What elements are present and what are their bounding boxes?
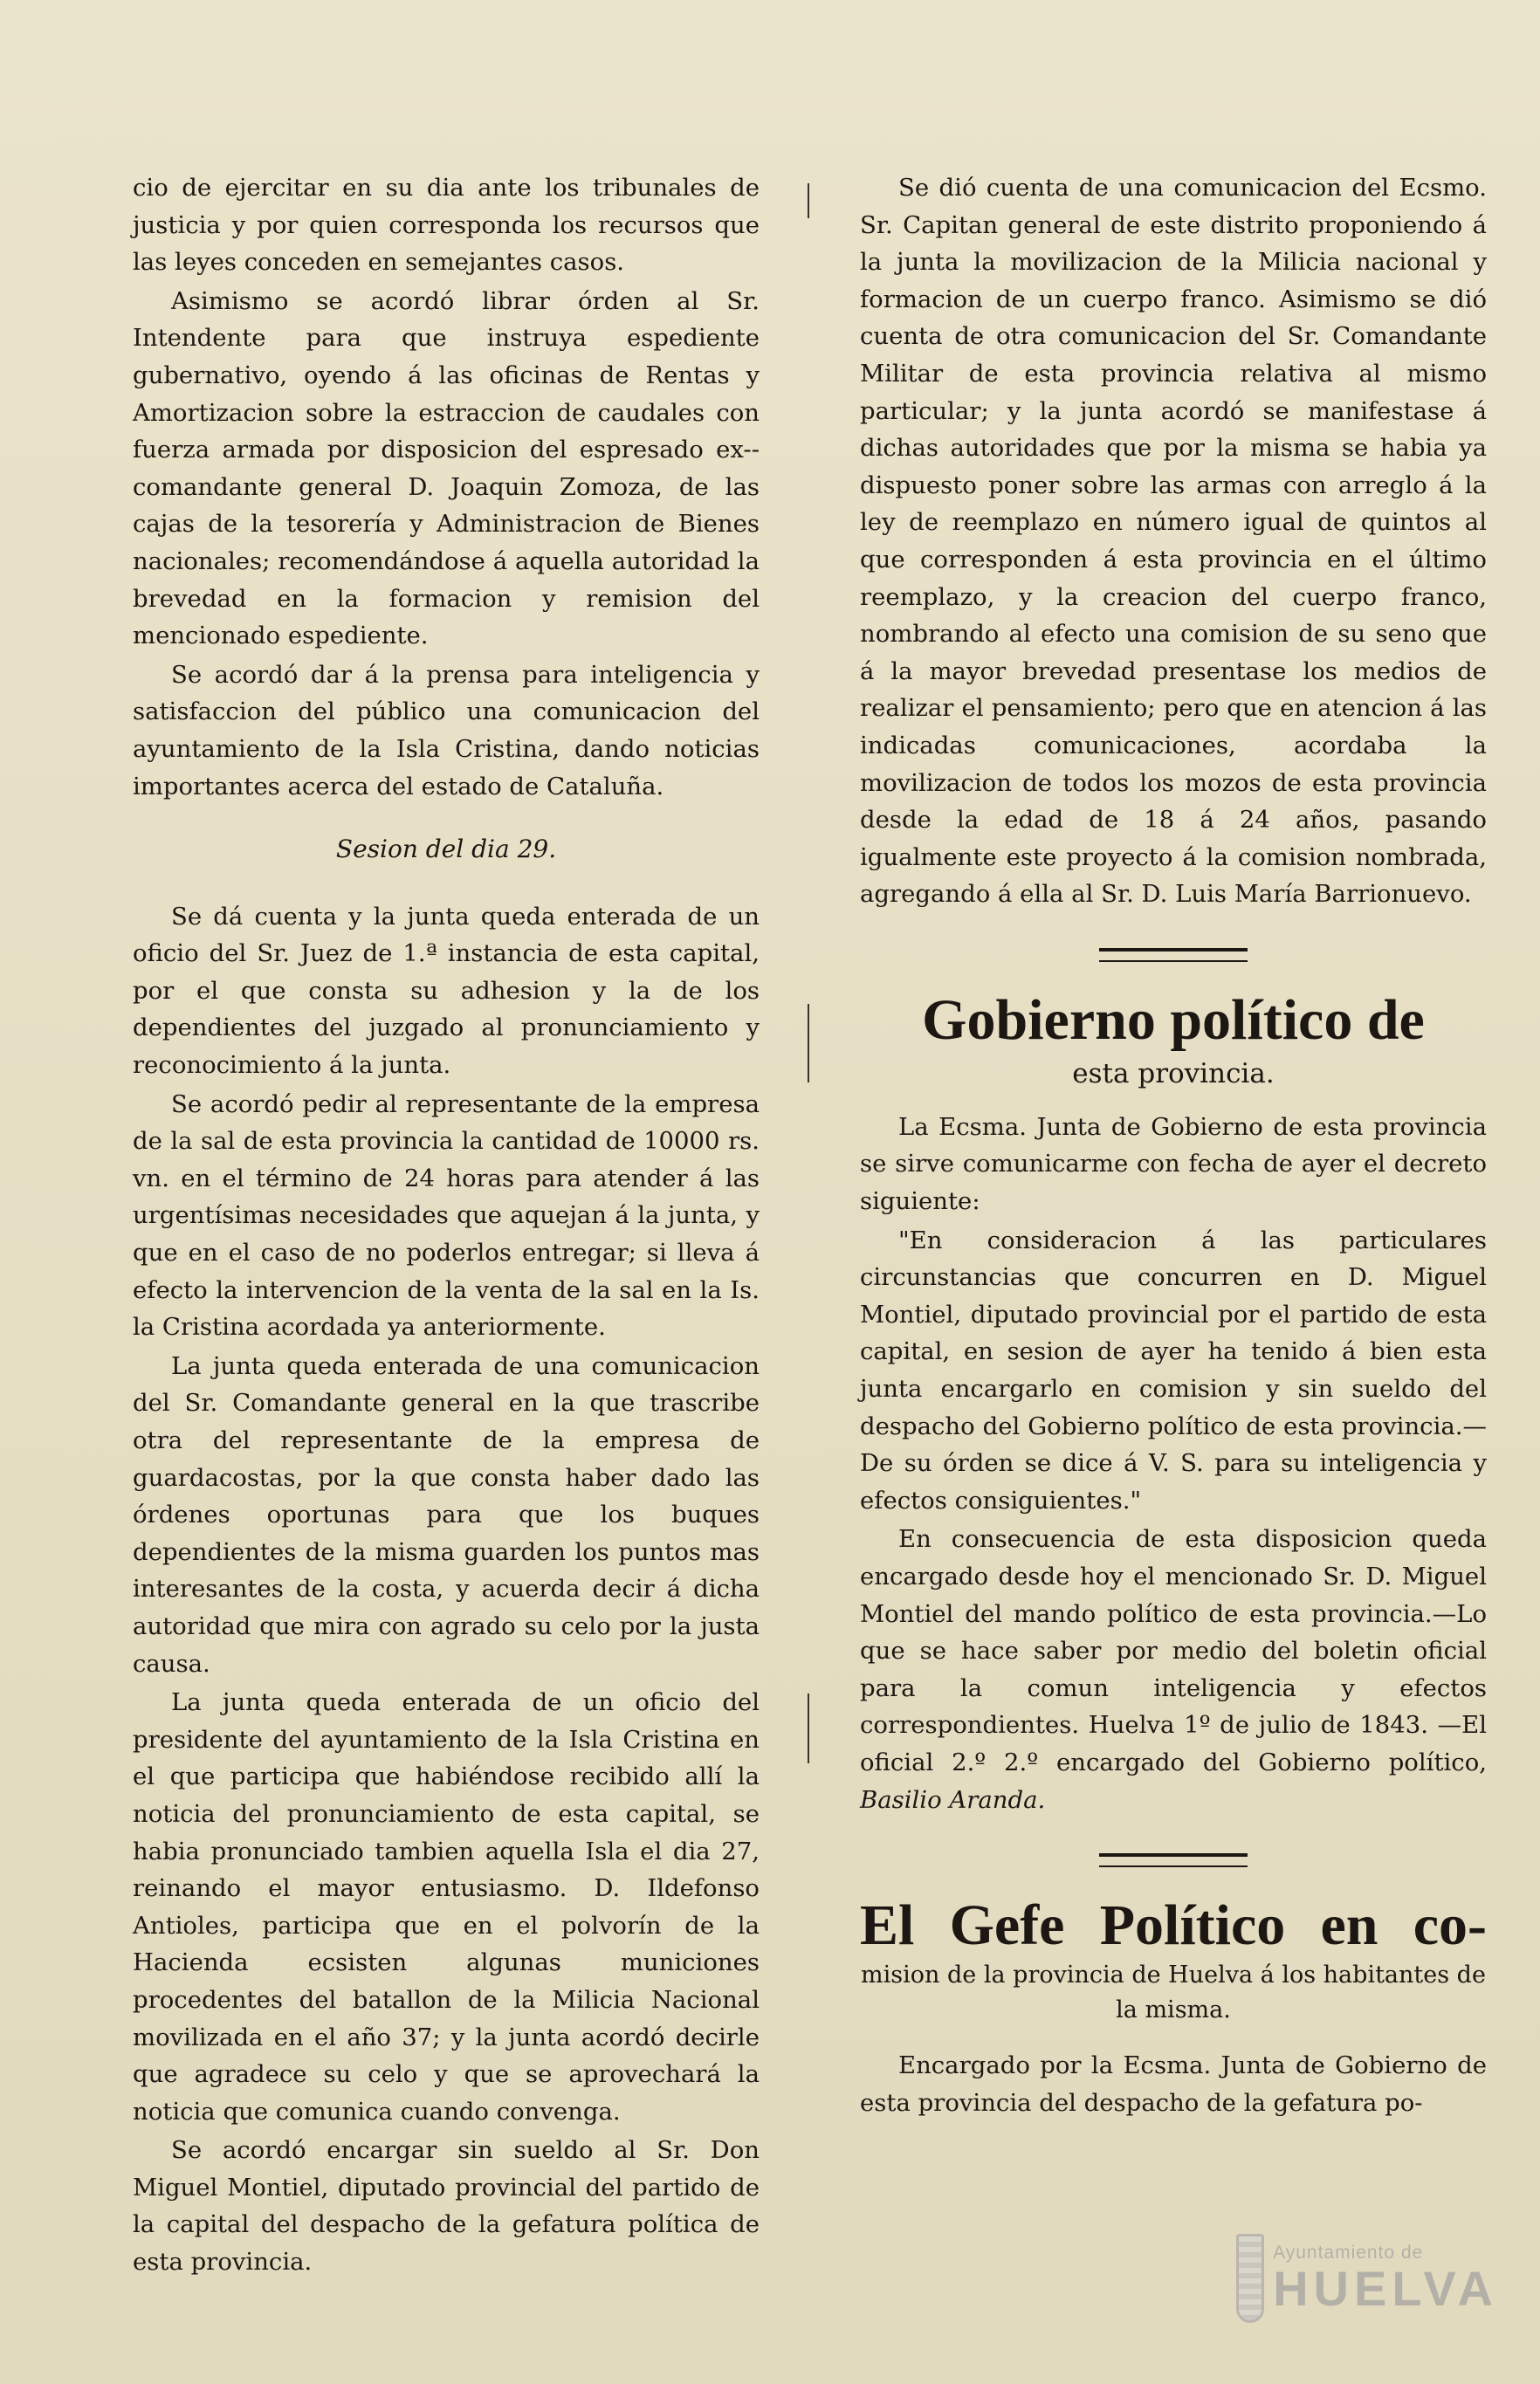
watermark-text xyxy=(1273,2243,1498,2314)
paragraph: La junta queda enterada de una comunicacion del Sr. Comandante general en la que trascribe otra del representante de la empresa de guardacostas, por la que consta haber dado las órdenes oportunas para que los buques dependientes de la misma guarden los puntos mas interesantes de la costa, y acuerda decir á dicha autoridad que mira con agrado su celo por la justa causa. xyxy=(133,1351,760,1678)
paragraph: La junta queda enterada de un oficio del presidente del ayuntamiento de la Isla Cristina en el que participa que habiéndose recibido allí la noticia del pronunciamiento de esta capital, se habia pronunciado tambien aquella Isla el dia 27, reinando el mayor entusiasmo. D. Ildefonso Antioles, participa que en el polvorín de la Hacienda ecsisten algunas municiones procedentes del batallon de la Milicia Nacional movilizada en el año 37; y la junta acordó decirle que agradece su celo y que se aprovechará la noticia que comunica cuando convenga. xyxy=(133,1688,760,2126)
section-subtitle: esta provincia. xyxy=(1072,1057,1275,1089)
section-divider xyxy=(1099,948,1248,962)
paragraph: La Ecsma. Junta de Gobierno de esta provincia se sirve comunicarme con fecha de ayer el decreto siguiente: xyxy=(860,1112,1487,1216)
paragraph: Se acordó dar á la prensa para inteligencia y satisfaccion del público una comunicacion del ayuntamiento de la Isla Cristina, dando noticias importantes acerca del estado de Cataluña. xyxy=(133,660,760,800)
paragraph: cio de ejercitar en su dia ante los tribunales de justicia y por quien corresponda los recursos que las leyes conceden en semejantes casos. xyxy=(133,174,760,277)
watermark-small: Ayuntamiento de xyxy=(1273,2243,1424,2263)
section-subtitle: mision de la provincia de Huelva á los habitantes de la misma. xyxy=(861,1961,1486,2024)
session-title: Sesion del dia 29. xyxy=(335,835,557,864)
paragraph xyxy=(860,1521,1487,1818)
paragraph-text: En consecuencia de esta disposicion queda encargado desde hoy el mencionado Sr. D. Miguel Montiel del mando político de esta provincia.—Lo que se hace saber por medio del boletin oficial para la comun inteligencia y efectos correspondientes. Huelva 1º de julio de 1843. —El oficial 2.º 2.º encargado del Gobierno político, xyxy=(860,1525,1487,1776)
coat-of-arms-icon xyxy=(1236,2234,1264,2323)
signature: Basilio Aranda. xyxy=(860,1785,1046,1814)
column-divider xyxy=(808,1004,809,1082)
column-divider xyxy=(808,1694,809,1763)
paragraph: Encargado por la Ecsma. Junta de Gobierno de esta provincia del despacho de la gefatura po- xyxy=(860,2051,1487,2117)
paragraph: Se dá cuenta y la junta queda enterada de un oficio del Sr. Juez de 1.ª instancia de esta capital, por el que consta su adhesion y la de los dependientes del juzgado al pronunciamiento y reconocimiento á la junta. xyxy=(133,902,760,1080)
column-divider xyxy=(808,183,809,218)
paragraph: Se dió cuenta de una comunicacion del Ecsmo. Sr. Capitan general de este distrito proponiendo á la junta la movilizacion de la Milicia nacional y formacion de un cuerpo franco. Asimismo se dió cuenta de otra comunicacion del Sr. Comandante Militar de esta provincia relativa al mismo particular; y la junta acordó se manifestase á dichas autoridades que por la misma se habia ya dispuesto poner sobre las armas con arreglo á la ley de reemplazo en número igual de quintos al que corresponden á esta provincia en el último reemplazo, y la creacion del cuerpo franco, nombrando al efecto una comision de su seno que á la mayor brevedad presentase los medios de realizar el pensamiento; pero que en atencion á las indicadas comunicaciones, acordaba la movilizacion de todos los mozos de esta provincia desde la edad de 18 á 24 años, pasando igualmente este proyecto á la comision nombrada, agregando á ella al Sr. D. Luis María Barrionuevo. xyxy=(860,174,1487,909)
section-title: Gobierno político de xyxy=(922,987,1425,1052)
paragraph: Se acordó pedir al representante de la empresa de la sal de esta provincia la cantidad de 10000 rs. vn. en el término de 24 horas para atender á las urgentísimas necesidades que aquejan á la junta, y que en el caso de no poderlos entregar; si lleva á efecto la intervencion de la venta de la sal en la Is. la Cristina acordada ya anteriormente. xyxy=(133,1089,760,1342)
watermark-big: HUELVA xyxy=(1273,2261,1498,2316)
right-column xyxy=(860,169,1487,2121)
section-divider xyxy=(1099,1853,1248,1867)
section-title: El Gefe Político en co- xyxy=(860,1893,1487,1958)
left-column xyxy=(133,169,760,2281)
paragraph: Asimismo se acordó librar órden al Sr. Intendente para que instruya espediente gubernativo, oyendo á las oficinas de Rentas y Amortizacion sobre la estraccion de caudales con fuerza armada por disposicion del espresado ex--comandante general D. Joaquin Zomoza, de las cajas de la tesorería y Administracion de Bienes nacionales; recomendándose á aquella autoridad la brevedad en la formacion y remision del mencionado espediente. xyxy=(133,286,760,650)
paragraph: Se acordó encargar sin sueldo al Sr. Don Miguel Montiel, diputado provincial del partido de la capital del despacho de la gefatura política de esta provincia. xyxy=(133,2136,760,2277)
archive-watermark xyxy=(1236,2204,1498,2353)
paragraph: "En consideracion á las particulares circunstancias que concurren en D. Miguel Montiel, diputado provincial por el partido de esta capital, en sesion de ayer ha tenido á bien esta junta encargarlo en comision y sin sueldo del despacho del Gobierno político de esta provincia.— De su órden se dice á V. S. para su inteligencia y efectos consiguientes." xyxy=(860,1226,1487,1515)
